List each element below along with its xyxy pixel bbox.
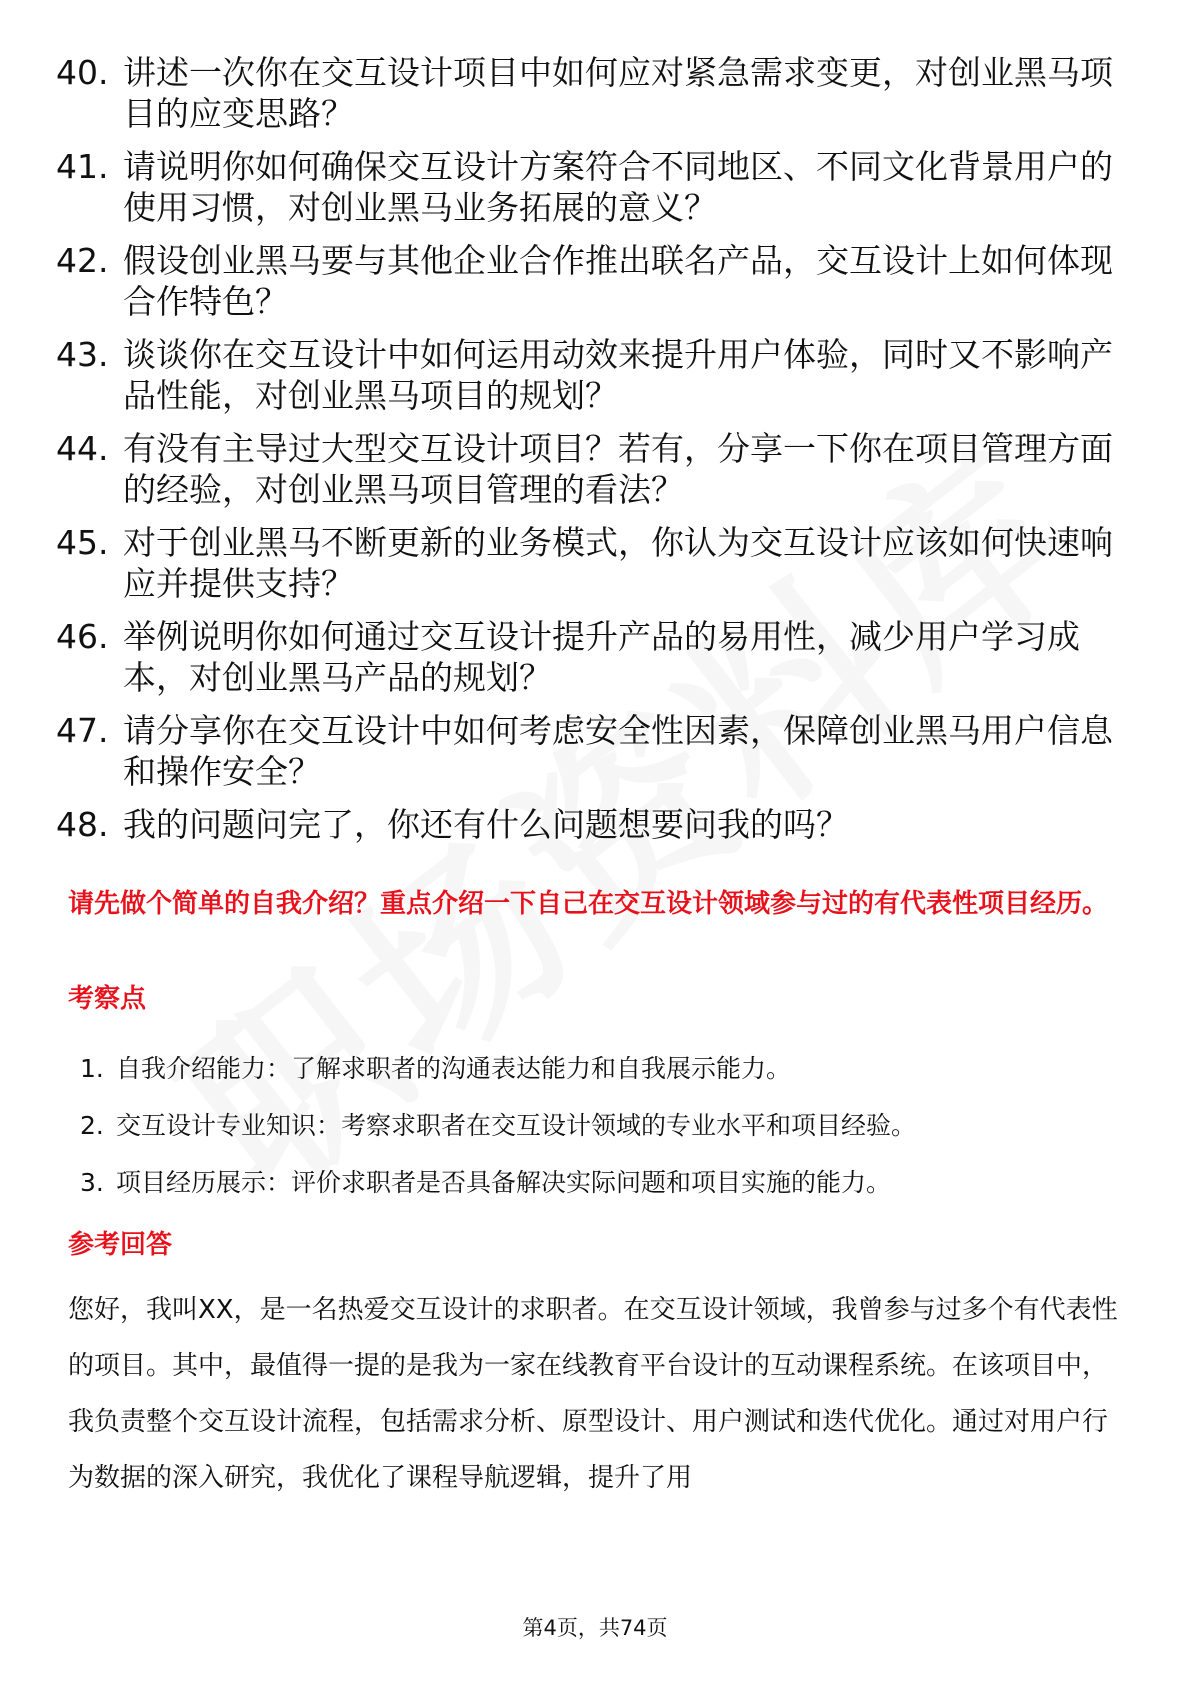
question-number: 48.: [56, 805, 109, 844]
question-item: [56, 334, 1116, 416]
question-number: 45.: [56, 523, 109, 562]
question-text: 对于创业黑马不断更新的业务模式，你认为交互设计应该如何快速响应并提供支持？: [123, 523, 1113, 603]
point-number: 3.: [80, 1168, 104, 1197]
question-list: [56, 52, 1116, 857]
assessment-heading: 考察点: [68, 984, 147, 1014]
point-text: 项目经历展示：评价求职者是否具备解决实际问题和项目实施的能力。: [116, 1168, 892, 1197]
page-footer: 第4页，共74页: [522, 1616, 668, 1640]
question-item: [56, 616, 1116, 698]
point-number: 2.: [80, 1111, 104, 1140]
question-text: 讲述一次你在交互设计项目中如何应对紧急需求变更，对创业黑马项目的应变思路？: [123, 53, 1113, 133]
question-item: [56, 52, 1116, 134]
point-number: 1.: [80, 1054, 104, 1083]
question-item: [56, 240, 1116, 322]
question-text: 我的问题问完了，你还有什么问题想要问我的吗？: [123, 805, 849, 844]
question-number: 44.: [56, 429, 109, 468]
question-number: 42.: [56, 241, 109, 280]
question-item: [56, 146, 1116, 228]
question-text: 举例说明你如何通过交互设计提升产品的易用性，减少用户学习成本，对创业黑马产品的规划？: [123, 617, 1080, 697]
question-number: 43.: [56, 335, 109, 374]
reference-answer-text: 您好，我叫XX，是一名热爱交互设计的求职者。在交互设计领域，我曾参与过多个有代表性的项目。其中，最值得一提的是我为一家在线教育平台设计的互动课程系统。在该项目中，我负责整个交互设计流程，包括需求分析、原型设计、用户测试和迭代优化。通过对用户行为数据的深入研究，我优化了课程导航逻辑，提升了用: [68, 1295, 1118, 1493]
question-number: 47.: [56, 711, 109, 750]
point-text: 交互设计专业知识：考察求职者在交互设计领域的专业水平和项目经验。: [116, 1111, 917, 1140]
point-text: 自我介绍能力：了解求职者的沟通表达能力和自我展示能力。: [116, 1054, 792, 1083]
question-text: 请说明你如何确保交互设计方案符合不同地区、不同文化背景用户的使用习惯，对创业黑马业务拓展的意义？: [123, 147, 1113, 227]
assessment-point: [80, 1154, 1120, 1211]
question-text: 请分享你在交互设计中如何考虑安全性因素，保障创业黑马用户信息和操作安全？: [123, 711, 1113, 791]
question-number: 40.: [56, 53, 109, 92]
question-item: [56, 428, 1116, 510]
question-item: [56, 710, 1116, 792]
question-text: 谈谈你在交互设计中如何运用动效来提升用户体验，同时又不影响产品性能，对创业黑马项目的规划？: [123, 335, 1113, 415]
question-item: [56, 804, 1116, 845]
assessment-point-list: [80, 1040, 1120, 1211]
featured-question: 请先做个简单的自我介绍？重点介绍一下自己在交互设计领域参与过的有代表性项目经历。: [68, 889, 1109, 919]
question-item: [56, 522, 1116, 604]
question-text: 假设创业黑马要与其他企业合作推出联名产品，交互设计上如何体现合作特色？: [123, 241, 1113, 321]
reference-answer-heading: 参考回答: [68, 1230, 173, 1260]
assessment-point: [80, 1040, 1120, 1097]
assessment-point: [80, 1097, 1120, 1154]
question-number: 41.: [56, 147, 109, 186]
question-text: 有没有主导过大型交互设计项目？若有，分享一下你在项目管理方面的经验，对创业黑马项目管理的看法？: [123, 429, 1113, 509]
question-number: 46.: [56, 617, 109, 656]
